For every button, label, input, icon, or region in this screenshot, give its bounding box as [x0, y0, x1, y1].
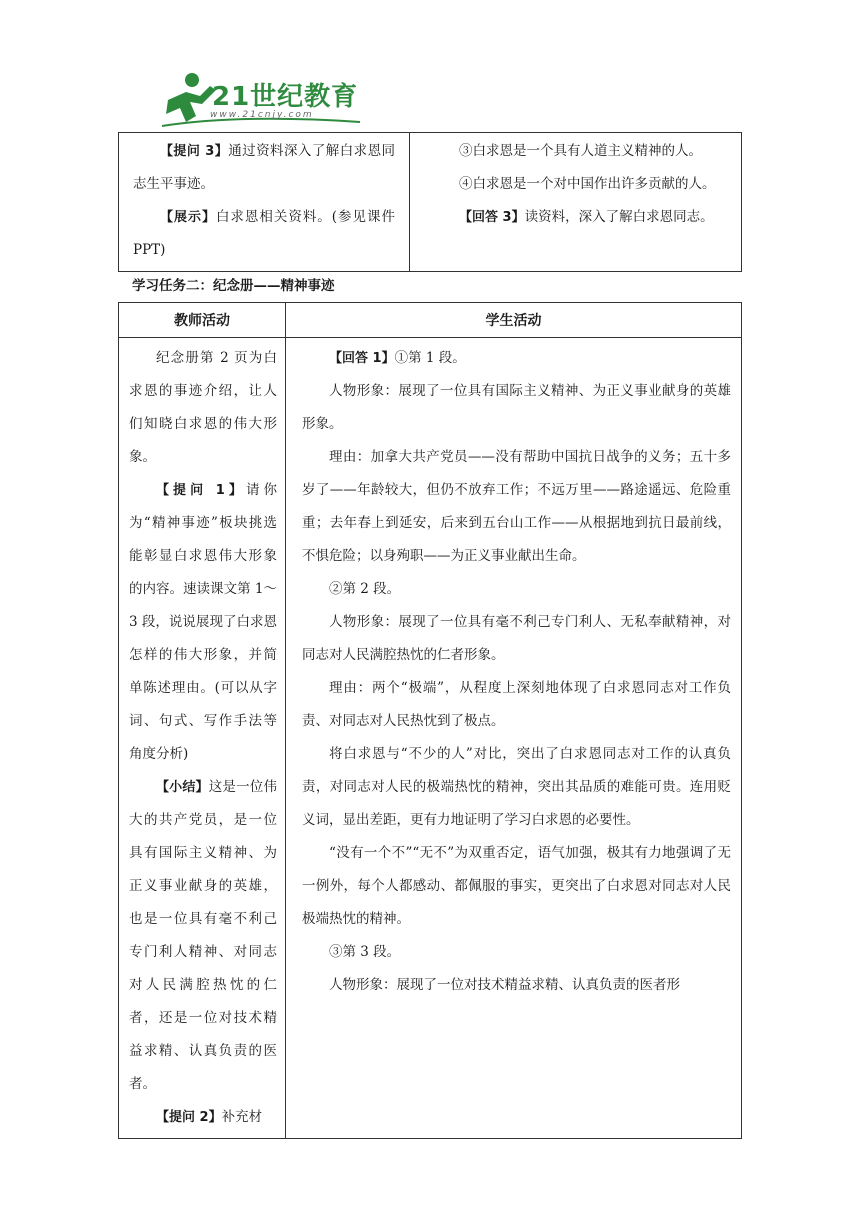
paragraph: 【提问 2】补充材: [156, 1109, 263, 1125]
paragraph: 将白求恩与“不少的人”对比，突出了白求恩同志对工作的认真负责，对同志对人民的极端热忱的精神，突出其品质的难能可贵。连用贬义词，显出差距，更有力地证明了学习白求恩的必要性。: [302, 746, 731, 828]
teacher-cell: [119, 338, 286, 1139]
top-table: [118, 132, 742, 272]
paragraph: 纪念册第 2 页为白求恩的事迹介绍，让人们知晓白求恩的伟大形象。: [129, 350, 277, 465]
paragraph: 理由：两个“极端”，从程度上深刻地体现了白求恩同志对工作负责、对同志对人民热忱到了极点。: [302, 680, 731, 729]
task-title: 学习任务二：纪念册——精神事迹: [132, 278, 335, 294]
paragraph: 人物形象：展现了一位具有毫不利己专门利人、无私奉献精神，对同志对人民满腔热忱的仁者形象。: [302, 614, 731, 663]
paragraph: 【提问 1】请你为“精神事迹”板块挑选能彰显白求恩伟大形象的内容。速读课文第 1～3 段，说说展现了白求恩怎样的伟大形象，并简单陈述理由。(可以从字词、句式、写作手法等角度分析): [129, 482, 277, 762]
header-student: 学生活动: [286, 303, 742, 338]
paragraph: 人物形象：展现了一位具有国际主义精神、为正义事业献身的英雄形象。: [302, 383, 731, 432]
paragraph: 【回答 3】读资料，深入了解白求恩同志。: [459, 209, 714, 225]
paragraph: “没有一个不”“无不”为双重否定，语气加强，极其有力地强调了无一例外，每个人都感动、都佩服的事实，更突出了白求恩对同志对人民极端热忱的精神。: [302, 845, 731, 927]
paragraph: 理由：加拿大共产党员——没有帮助中国抗日战争的义务；五十多岁了——年龄较大，但仍不放弃工作；不远万里——路途遥远、危险重重；去年春上到延安，后来到五台山工作——从根据地到抗日最前线，不惧危险；以身殉职——为正义事业献出生命。: [302, 449, 731, 564]
paragraph: ②第 2 段。: [329, 581, 401, 597]
logo-url: www.21cnjy.com: [210, 110, 314, 120]
main-table: [118, 302, 742, 1139]
paragraph: 【小结】这是一位伟大的共产党员，是一位具有国际主义精神、为正义事业献身的英雄，也是一位具有毫不利己专门利人精神、对同志对人民满腔热忱的仁者，还是一位对技术精益求精、认真负责的医者。: [129, 779, 277, 1092]
student-cell: [286, 338, 742, 1139]
paragraph: ③第 3 段。: [329, 944, 401, 960]
top-right-cell: [410, 133, 742, 272]
paragraph: ③白求恩是一个具有人道主义精神的人。: [459, 143, 702, 159]
header-teacher: 教师活动: [119, 303, 286, 338]
paragraph: 人物形象：展现了一位对技术精益求精、认真负责的医者形: [329, 977, 680, 993]
paragraph: 【提问 3】通过资料深入了解白求恩同志生平事迹。: [133, 143, 396, 192]
paragraph: 【展示】白求恩相关资料。(参见课件 PPT): [133, 209, 395, 258]
paragraph: ④白求恩是一个对中国作出许多贡献的人。: [459, 176, 716, 192]
logo-text: 21世纪教育: [212, 82, 359, 112]
top-left-cell: [119, 133, 410, 272]
paragraph: 【回答 1】①第 1 段。: [329, 350, 466, 366]
